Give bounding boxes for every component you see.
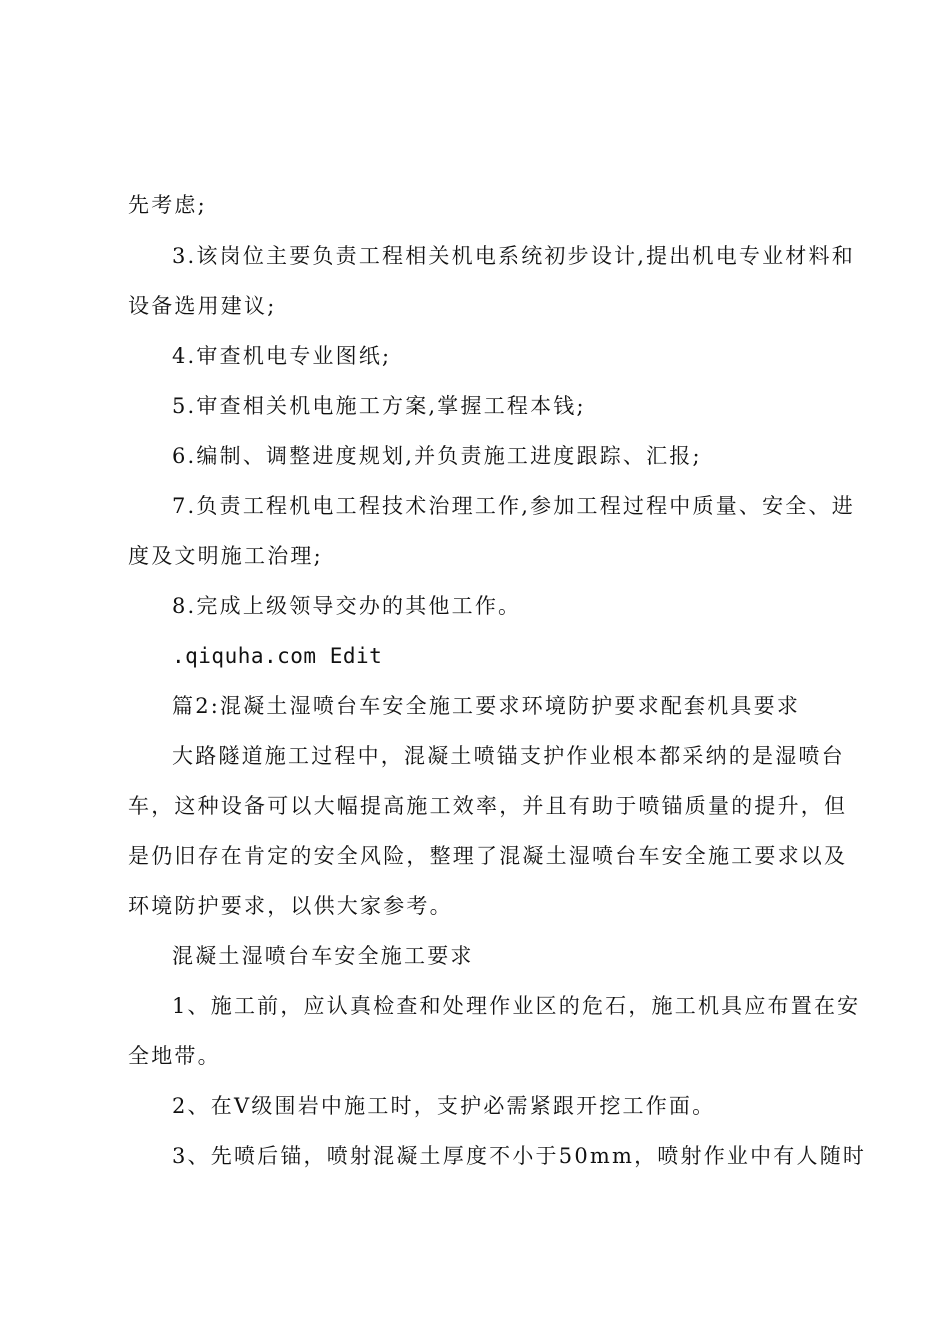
requirement-item-1: 1、施工前，应认真检查和处理作业区的危石，施工机具应布置在安 (172, 994, 861, 1018)
list-item-7-continuation: 度及文明施工治理; (128, 544, 323, 568)
requirement-item-3: 3、先喷后锚，喷射混凝土厚度不小于50mm，喷射作业中有人随时 (172, 1144, 867, 1168)
requirement-item-1-continuation: 全地带。 (128, 1044, 221, 1068)
list-item-8: 8.完成上级领导交办的其他工作。 (172, 594, 522, 618)
website-edit-note: .qiquha.com Edit (172, 644, 383, 668)
section-heading-part-2: 篇2:混凝土湿喷台车安全施工要求环境防护要求配套机具要求 (172, 694, 801, 718)
list-item-3-continuation: 设备选用建议; (128, 294, 277, 318)
intro-paragraph-line-1: 大路隧道施工过程中，混凝土喷锚支护作业根本都采纳的是湿喷台 (172, 744, 845, 768)
list-item-3: 3.该岗位主要负责工程相关机电系统初步设计,提出机电专业材料和 (172, 244, 855, 268)
intro-paragraph-line-4: 环境防护要求，以供大家参考。 (128, 894, 453, 918)
list-item-4: 4.审查机电专业图纸; (172, 344, 392, 368)
list-item-6: 6.编制、调整进度规划,并负责施工进度跟踪、汇报; (172, 444, 702, 468)
text-line-continuation: 先考虑; (128, 193, 207, 217)
requirement-item-2: 2、在Ⅴ级围岩中施工时，支护必需紧跟开挖工作面。 (172, 1094, 716, 1118)
intro-paragraph-line-2: 车，这种设备可以大幅提高施工效率，并且有助于喷锚质量的提升，但 (128, 794, 848, 818)
list-item-5: 5.审查相关机电施工方案,掌握工程本钱; (172, 394, 586, 418)
list-item-7: 7.负责工程机电工程技术治理工作,参加工程过程中质量、安全、进 (172, 494, 855, 518)
intro-paragraph-line-3: 是仍旧存在肯定的安全风险，整理了混凝土湿喷台车安全施工要求以及 (128, 844, 848, 868)
subsection-heading: 混凝土湿喷台车安全施工要求 (172, 944, 474, 968)
